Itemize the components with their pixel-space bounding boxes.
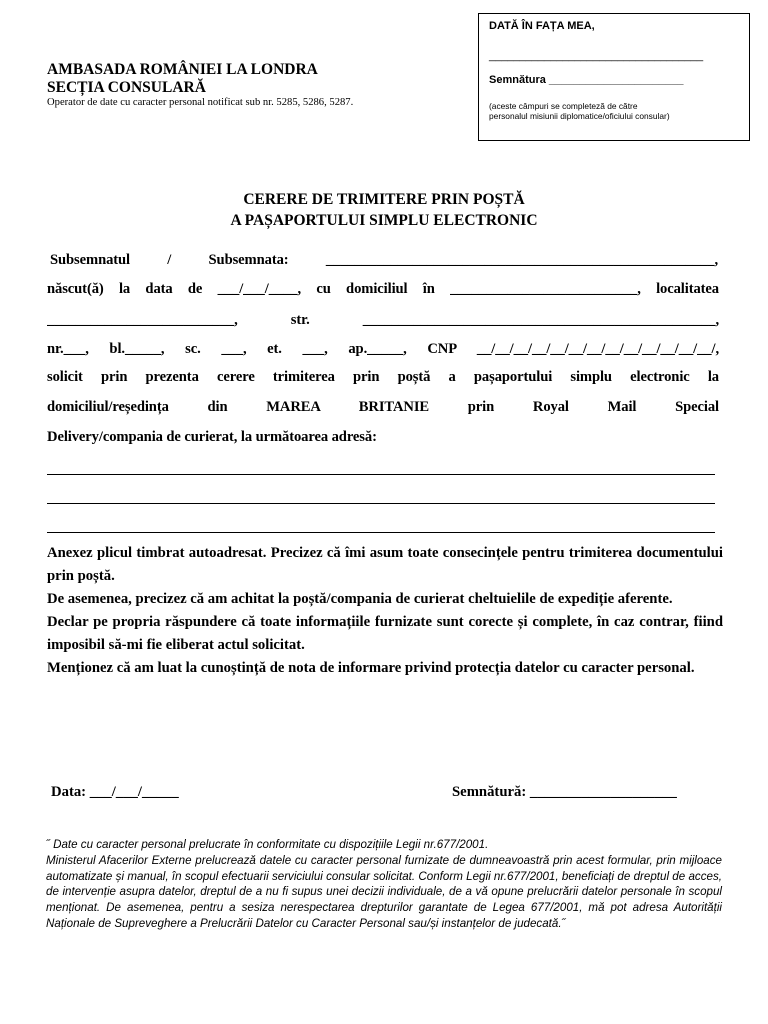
embassy-name: AMBASADA ROMÂNIEI LA LONDRA — [47, 61, 318, 78]
footer-line1: ˝ Date cu caracter personal prelucrate în conformitate cu dispozițiile Legii nr.677/2001. — [46, 838, 489, 851]
form-line-delivery: Delivery/compania de curierat, la următoarea adresă: — [47, 429, 377, 445]
form-title-line2: A PAȘAPORTULUI SIMPLU ELECTRONIC — [230, 212, 538, 229]
office-box-title: DATĂ ÎN FAȚA MEA, — [489, 20, 595, 32]
form-title-line1: CERERE DE TRIMITERE PRIN POȘTĂ — [243, 191, 525, 208]
consular-section: SECȚIA CONSULARĂ — [47, 79, 206, 96]
office-box-blank-line: ___________________________________ — [489, 50, 704, 62]
date-field: Data: ___/___/_____ — [51, 784, 179, 800]
declaration-fees: De asemenea, precizez că am achitat la poștă/compania de curierat cheltuielile de expediție aferente. — [47, 591, 673, 607]
office-box-note-line2: personalul misiunii diplomatice/oficiului consular) — [489, 111, 670, 121]
office-box-note-line1: (aceste câmpuri se completeză de către — [489, 101, 638, 111]
data-operator-note: Operator de date cu caracter personal notificat sub nr. 5285, 5286, 5287. — [47, 97, 354, 108]
declaration-data-protection: Menționez că am luat la cunoștință de nota de informare privind protecția datelor cu caracter personal. — [47, 660, 695, 676]
form-line-name: Subsemnatul / Subsemnata: ______________________________________________________, — [50, 252, 718, 268]
signature-field: Semnătură: ____________________ — [452, 784, 677, 800]
form-line-residence: domiciliul/reședința din MAREA BRITANIE prin Royal Mail Special — [47, 399, 719, 415]
office-box-signature-label: Semnătura ______________________ — [489, 74, 684, 86]
form-line-birth-domicile: născut(ă) la data de ___/___/____, cu domiciliul în __________________________, localitatea — [47, 281, 719, 297]
office-use-box — [478, 13, 750, 141]
form-line-request: solicit prin prezenta cerere trimiterea prin poștă a pașaportului simplu electronic la — [47, 369, 719, 385]
declaration-truthfulness: Declar pe propria răspundere că toate informațiile furnizate sunt corecte și complete, în caz contrar, fiind imposibil să-mi fie eliberat actul solicitat. — [47, 614, 723, 653]
address-blank-line-1 — [47, 474, 715, 475]
data-protection-footer — [46, 837, 722, 932]
address-blank-line-2 — [47, 503, 715, 504]
footer-body: Ministerul Afacerilor Externe prelucrează datele cu caracter personal furnizate de dumneavoastră prin acest formular, prin mijloace automatizate și manual, în scopul efectuarii serviciului consular solicitat. Conform Legii nr.677/2001, beneficiați de dreptul de acces, de intervenție asupra datelor, dreptul de a nu fi supus unei decizii individuale, de a vă opune prelucrării datelor personale în scopul menționat. De asemenea, pentru a sesiza nerespectarea drepturilor garantate de Legea 677/2001, mă pot adresa Autorității Naționale de Supreveghere a Prelucrării Datelor cu Caracter Personal sau/și instanțelor de judecată.˝ — [46, 853, 722, 930]
declaration-envelope: Anexez plicul timbrat autoadresat. Precizez că îmi asum toate consecințele pentru trimiterea documentului prin poștă. — [47, 545, 723, 584]
form-line-address-cnp: nr.___, bl._____, sc. ___, et. ___, ap._____, CNP __/__/__/__/__/__/__/__/__/__/__/__/__/, — [47, 341, 719, 357]
form-line-street: __________________________, str. _________________________________________________, — [47, 312, 719, 328]
address-blank-line-3 — [47, 532, 715, 533]
declarations — [47, 542, 723, 680]
